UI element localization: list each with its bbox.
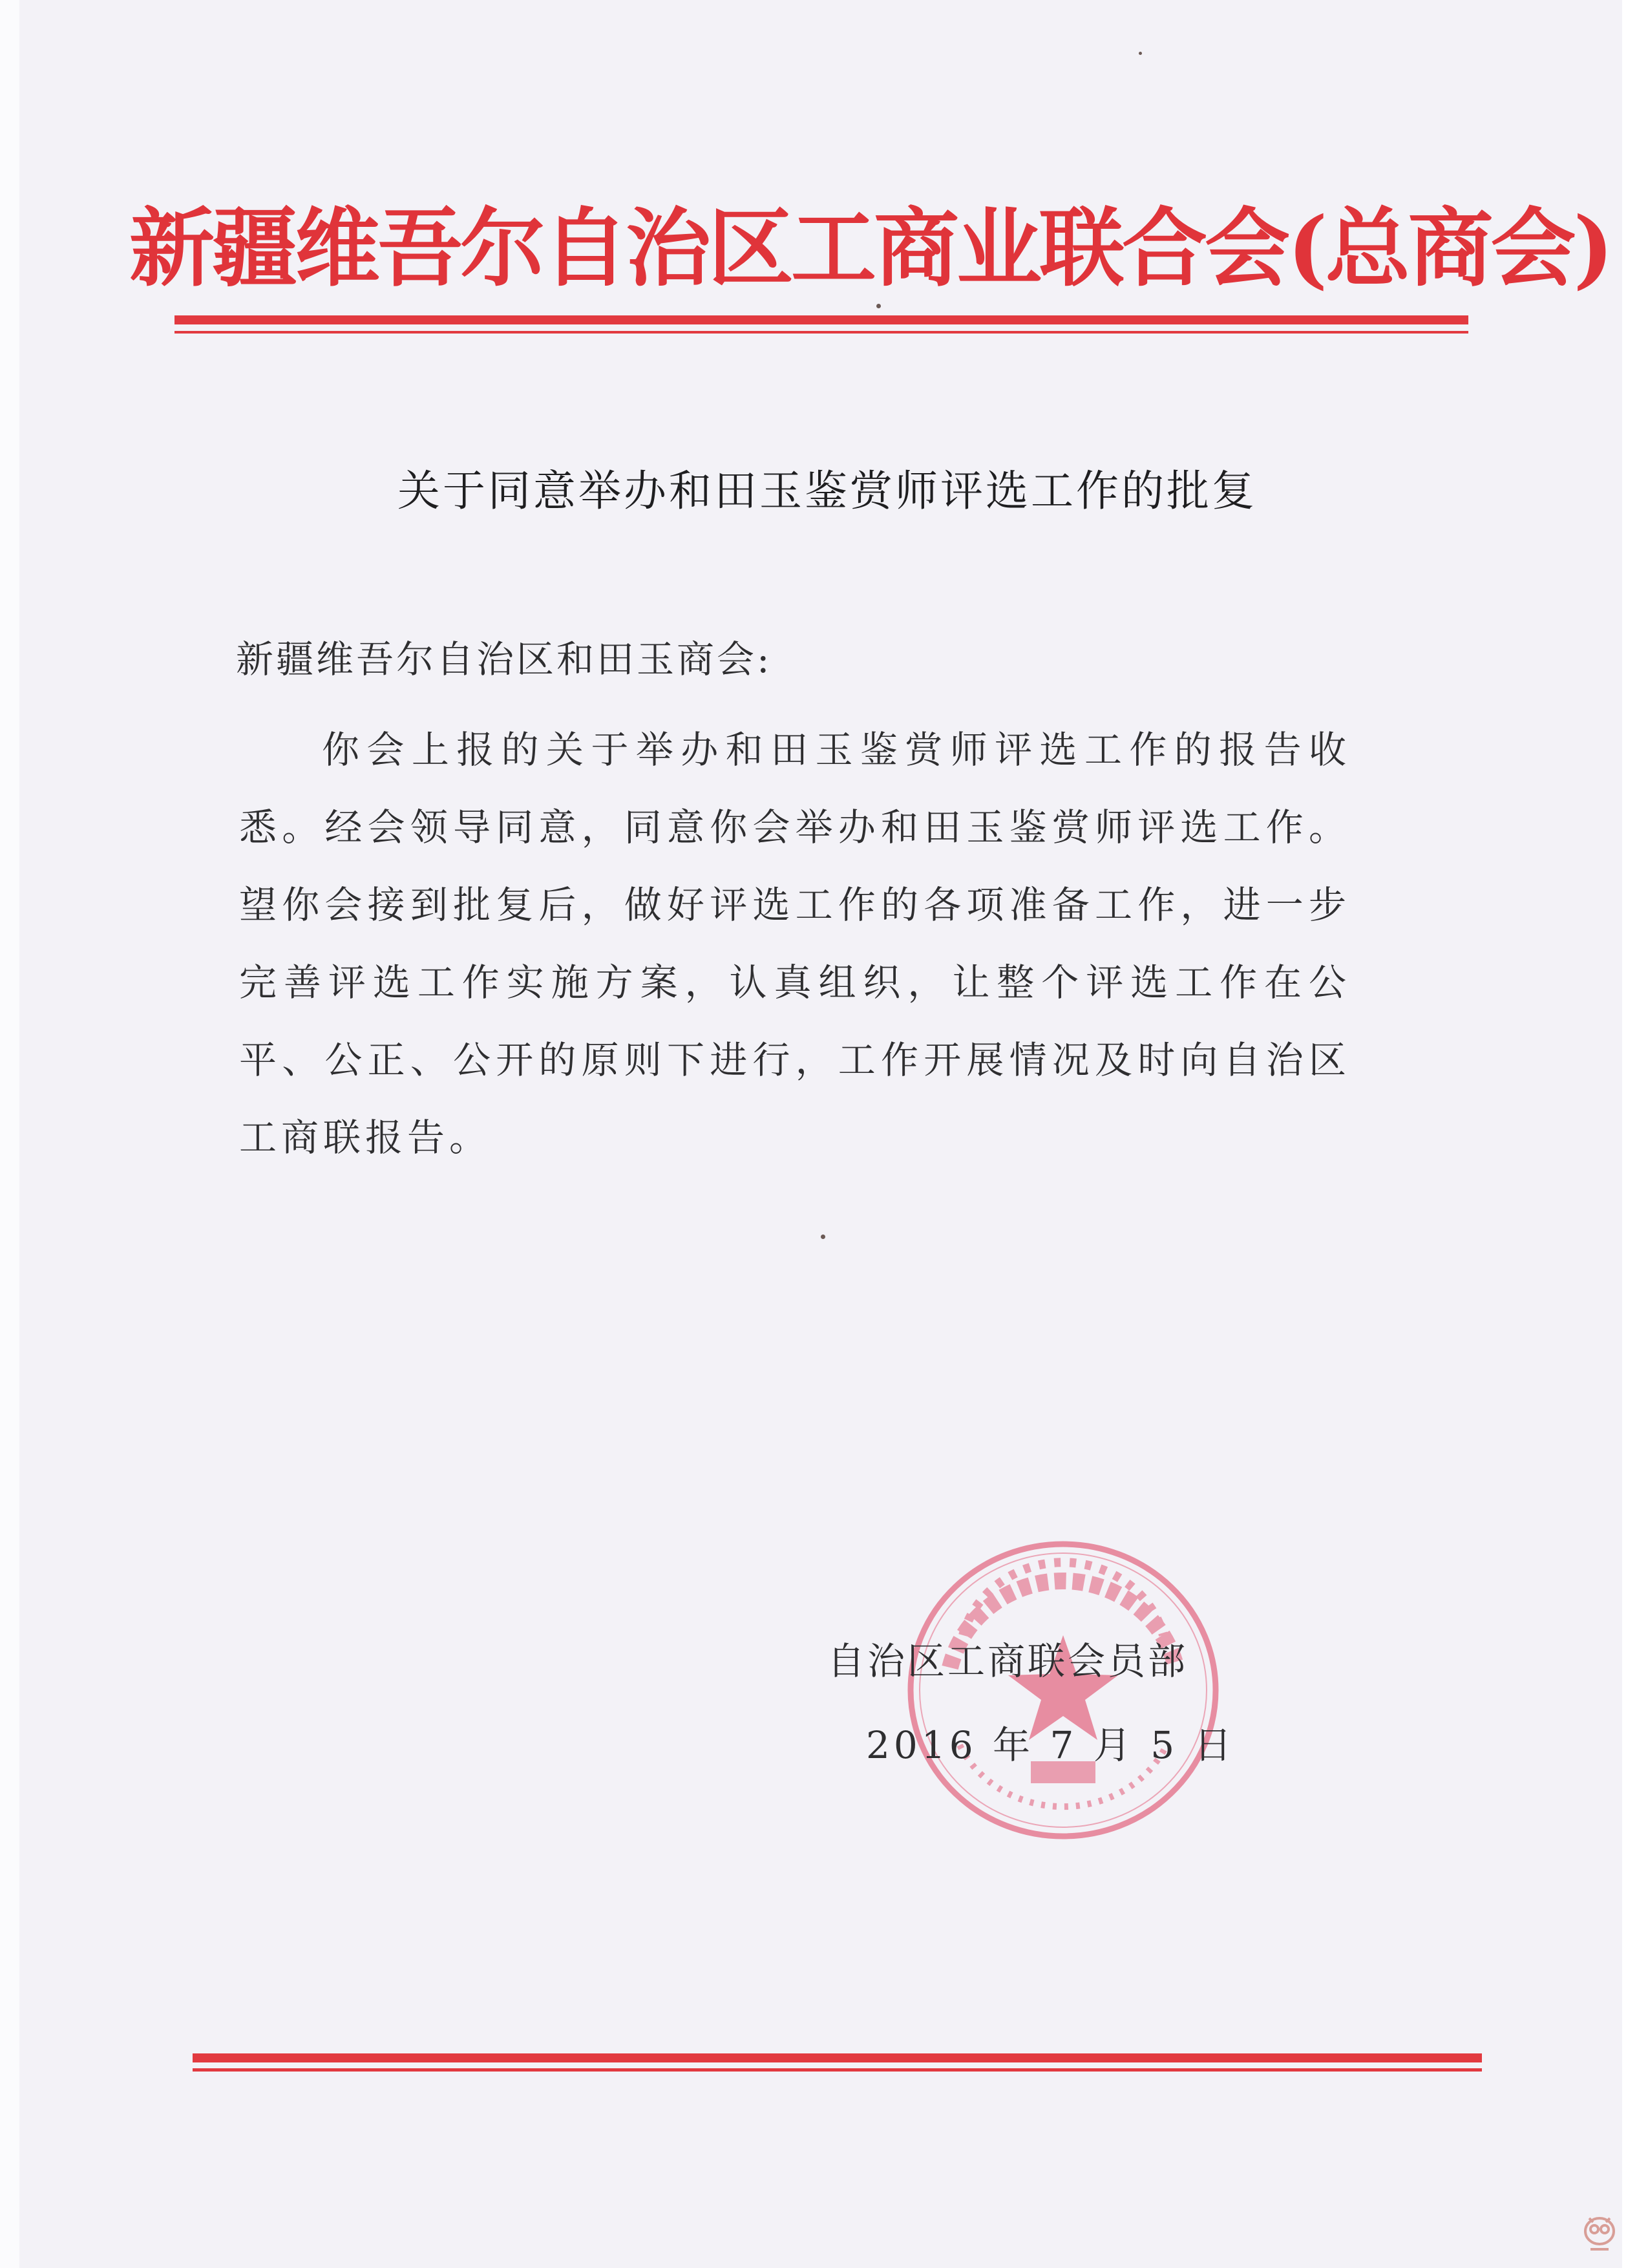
- page-edge-right: [1622, 0, 1648, 2268]
- scan-speck: [821, 1235, 825, 1239]
- footer-rule-thin: [193, 2068, 1482, 2072]
- page-edge-left: [0, 0, 19, 2268]
- owl-logo-icon: [1574, 2209, 1625, 2261]
- issue-date: 2016 年 7 月 5 日: [866, 1723, 1236, 1767]
- official-seal-icon: [905, 1538, 1221, 1842]
- letterhead-rule-thick: [174, 315, 1468, 324]
- scan-speck: [1139, 52, 1142, 55]
- footer-rule-thick: [193, 2053, 1482, 2062]
- issuer-signature: 自治区工商联会员部: [827, 1639, 1188, 1683]
- addressee: 新疆维吾尔自治区和田玉商会:: [236, 637, 772, 681]
- scan-speck: [876, 304, 881, 308]
- letterhead-title: 新疆维吾尔自治区工商业联合会(总商会): [129, 198, 1611, 299]
- letterhead-rule-thin: [174, 331, 1468, 334]
- document-title: 关于同意举办和田玉鉴赏师评选工作的批复: [397, 466, 1257, 516]
- body-paragraph: 你会上报的关于举办和田玉鉴赏师评选工作的报告收悉。经会领导同意，同意你会举办和田玉鉴赏师评选工作。望你会接到批复后，做好评选工作的各项准备工作，进一步完善评选工作实施方案，认真组织，让整个评选工作在公平、公正、公开的原则下进行，工作开展情况及时向自治区工商联报告。: [239, 728, 1351, 1160]
